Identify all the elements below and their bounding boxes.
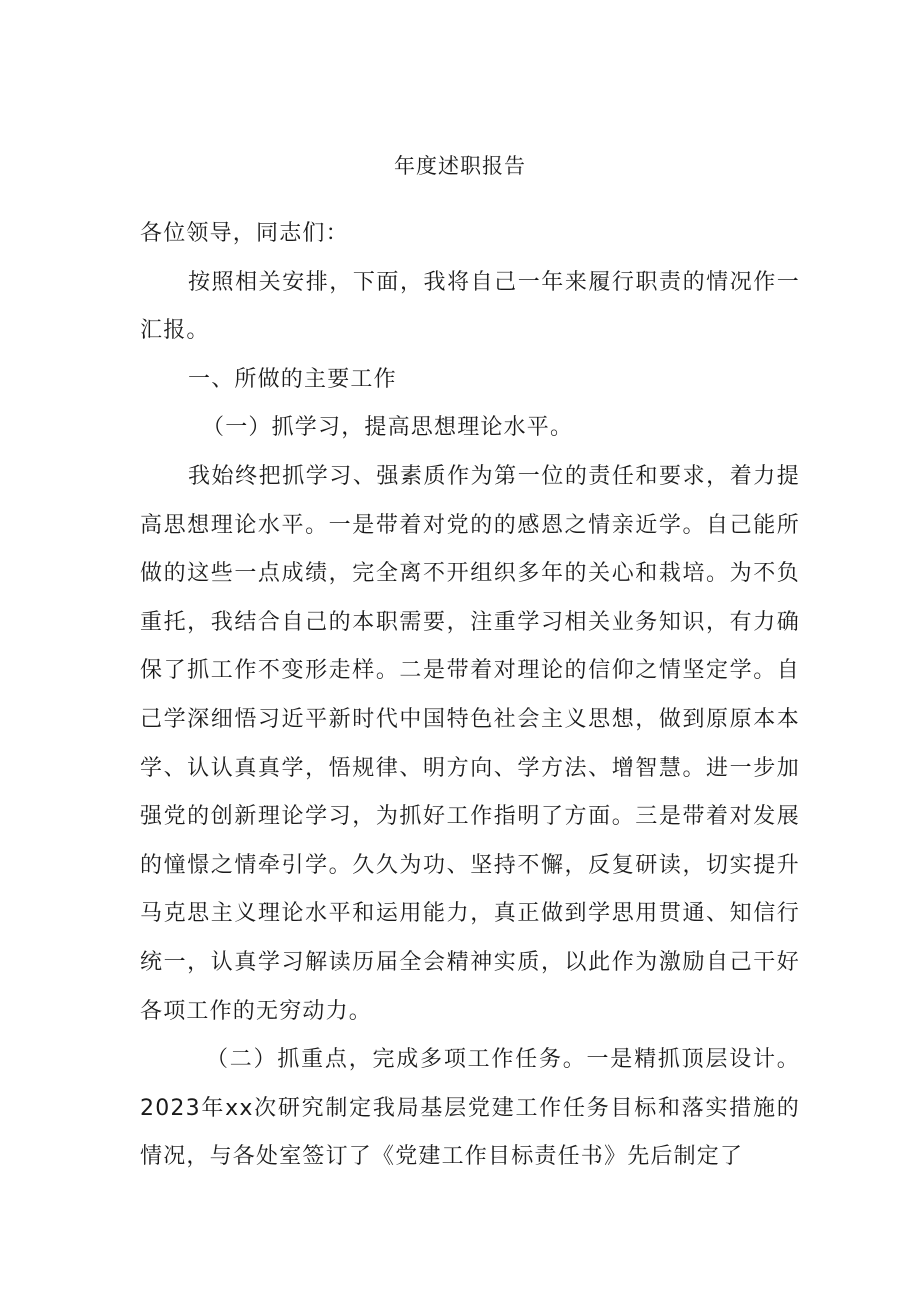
subsection-heading: （一）抓学习，提高思想理论水平。 [202,415,574,441]
body-paragraph: 我始终把抓学习、强素质作为第一位的责任和要求，着力提高思想理论水平。一是带着对党的的感恩之情亲近学。自己能所做的这些一点成绩，完全离不开组织多年的关心和栽培。为不负重托，我结合自己的本职需要，注重学习相关业务知识，有力确保了抓工作不变形走样。二是带着对理论的信仰之情坚定学。自己学深细悟习近平新时代中国特色社会主义思想，做到原原本本学、认认真真学，悟规律、明方向、学方法、增智慧。进一步加强党的创新理论学习，为抓好工作指明了方面。三是带着对发展的憧憬之情牵引学。久久为功、坚持不懈，反复研读，切实提升马克思主义理论水平和运用能力，真正做到学思用贯通、知信行统一，认真学习解读历届全会精神实质，以此作为激励自己干好各项工作的无穷动力。 [140,463,800,1024]
intro-paragraph: 按照相关安排，下面，我将自己一年来履行职责的情况作一汇报。 [140,269,800,344]
body-paragraph: （二）抓重点，完成多项工作任务。一是精抓顶层设计。2023年xx次研究制定我局基层党建工作任务目标和落实措施的情况，与各处室签订了《党建工作目标责任书》先后制定了 [140,1047,800,1170]
section-heading: 一、所做的主要工作 [188,366,397,392]
document-title: 年度述职报告 [394,154,526,178]
salutation: 各位领导，同志们： [140,221,349,246]
document-body [140,210,800,1182]
